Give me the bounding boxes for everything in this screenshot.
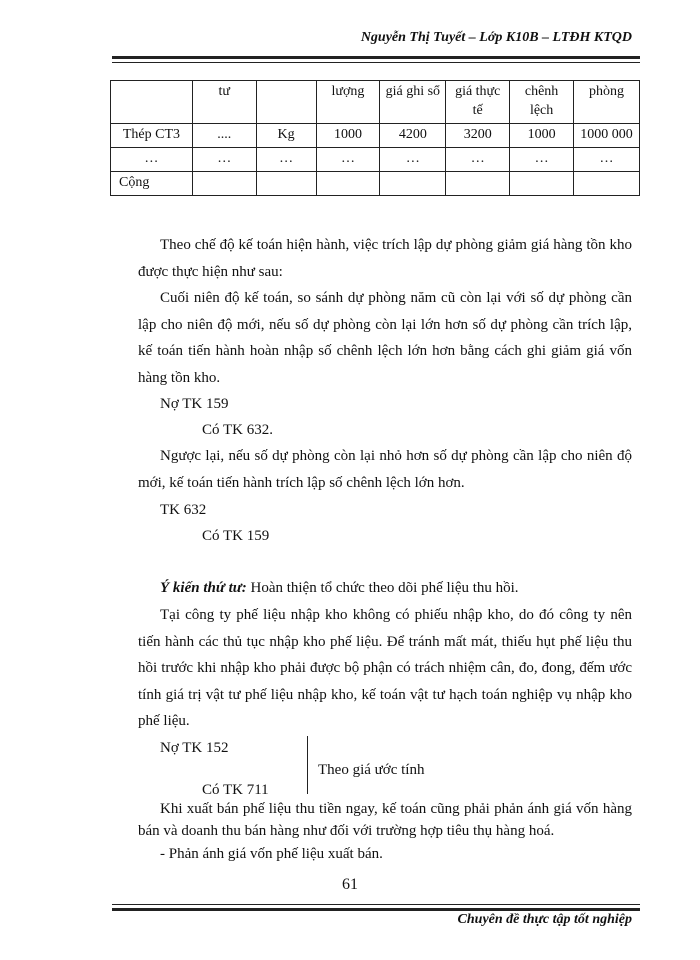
table-row	[111, 81, 640, 124]
table-cell: …	[446, 148, 510, 172]
journal-separator	[307, 736, 308, 794]
table-cell: phòng	[574, 81, 640, 124]
table-cell: …	[192, 148, 256, 172]
paragraph: Ngược lại, nếu số dự phòng còn lại nhỏ hơn số dự phòng cần lập cho niên độ mới, kế toán tiến hành trích lập số chênh lệch lớn hơn.	[138, 448, 632, 491]
provision-table	[110, 80, 640, 196]
table-row	[111, 124, 640, 148]
table-cell: giá thực tế	[446, 81, 510, 124]
table-cell: …	[316, 148, 380, 172]
footer-rule-thick	[112, 908, 640, 911]
journal-credit: Có TK 711	[202, 782, 269, 798]
table-row	[111, 172, 640, 196]
table-cell: tư	[192, 81, 256, 124]
table-cell: …	[256, 148, 316, 172]
table-cell	[111, 81, 193, 124]
table-cell: giá ghi sổ	[380, 81, 446, 124]
journal-note: Theo giá ước tính	[318, 762, 425, 778]
journal-credit: Có TK 159	[202, 528, 270, 544]
table-cell: lượng	[316, 81, 380, 124]
footer-rule-thin	[112, 904, 640, 905]
table-cell: 3200	[446, 124, 510, 148]
paragraph: Khi xuất bán phế liệu thu tiền ngay, kế toán cũng phải phản ánh giá vốn hàng bán và doanh thu bán hàng như đối với trường hợp tiêu thụ hàng hoá.	[138, 801, 632, 839]
table-cell	[574, 172, 640, 196]
header-rule-thin	[112, 62, 640, 63]
table-cell	[316, 172, 380, 196]
journal-debit: Nợ TK 159	[160, 396, 229, 412]
table-cell: Kg	[256, 124, 316, 148]
table-cell: Thép CT3	[111, 124, 193, 148]
table-cell	[380, 172, 446, 196]
journal-debit: Nợ TK 152	[160, 740, 229, 756]
table-cell: 1000	[316, 124, 380, 148]
page-number: 61	[342, 876, 358, 893]
paragraph: Tại công ty phế liệu nhập kho không có phiếu nhập kho, do đó công ty nên tiến hành các thủ tục nhập kho phế liệu. Để tránh mất mát, thiếu hụt phế liệu thu hồi trước khi nhập kho phải được bộ phận có trách nhiệm cân, đo, đong, đếm ước tính giá trị vật tư phế liệu nhập kho, kế toán vật tư hạch toán nghiệp vụ nhập kho phế liệu.	[138, 607, 632, 729]
table-cell	[192, 172, 256, 196]
table-cell: chênh lệch	[510, 81, 574, 124]
table-cell: …	[510, 148, 574, 172]
idea-label: Ý kiến thứ tư:	[160, 580, 247, 596]
journal-debit: TK 632	[160, 502, 207, 518]
table-cell: 1000	[510, 124, 574, 148]
table-cell: ....	[192, 124, 256, 148]
table-cell	[256, 81, 316, 124]
running-footer: Chuyên đề thực tập tốt nghiệp	[457, 912, 632, 927]
table-cell: 1000 000	[574, 124, 640, 148]
running-header: Nguyễn Thị Tuyết – Lớp K10B – LTĐH KTQD	[360, 30, 632, 45]
table-cell: 4200	[380, 124, 446, 148]
table-cell	[256, 172, 316, 196]
table-cell	[510, 172, 574, 196]
table-row	[111, 148, 640, 172]
table-cell: …	[380, 148, 446, 172]
bullet-item: - Phản ánh giá vốn phế liệu xuất bán.	[160, 846, 383, 862]
table-cell: …	[574, 148, 640, 172]
idea-text: Hoàn thiện tổ chức theo dõi phế liệu thu hồi.	[246, 580, 519, 596]
paragraph: Cuối niên độ kế toán, so sánh dự phòng năm cũ còn lại với số dự phòng cần lập cho niên độ mới, nếu số dự phòng còn lại lớn hơn số dự phòng cần trích lập, kế toán tiến hành hoàn nhập số chênh lệch lớn hơn bằng cách ghi giảm giá vốn hàng tồn kho.	[138, 290, 632, 386]
table-cell: …	[111, 148, 193, 172]
table-cell: Cộng	[111, 172, 193, 196]
table-cell	[446, 172, 510, 196]
paragraph: Theo chế độ kế toán hiện hành, việc trích lập dự phòng giảm giá hàng tồn kho được thực hiện như sau:	[138, 237, 632, 280]
journal-credit: Có TK 632.	[202, 422, 273, 438]
section-heading	[160, 578, 519, 598]
header-rule-thick	[112, 56, 640, 59]
